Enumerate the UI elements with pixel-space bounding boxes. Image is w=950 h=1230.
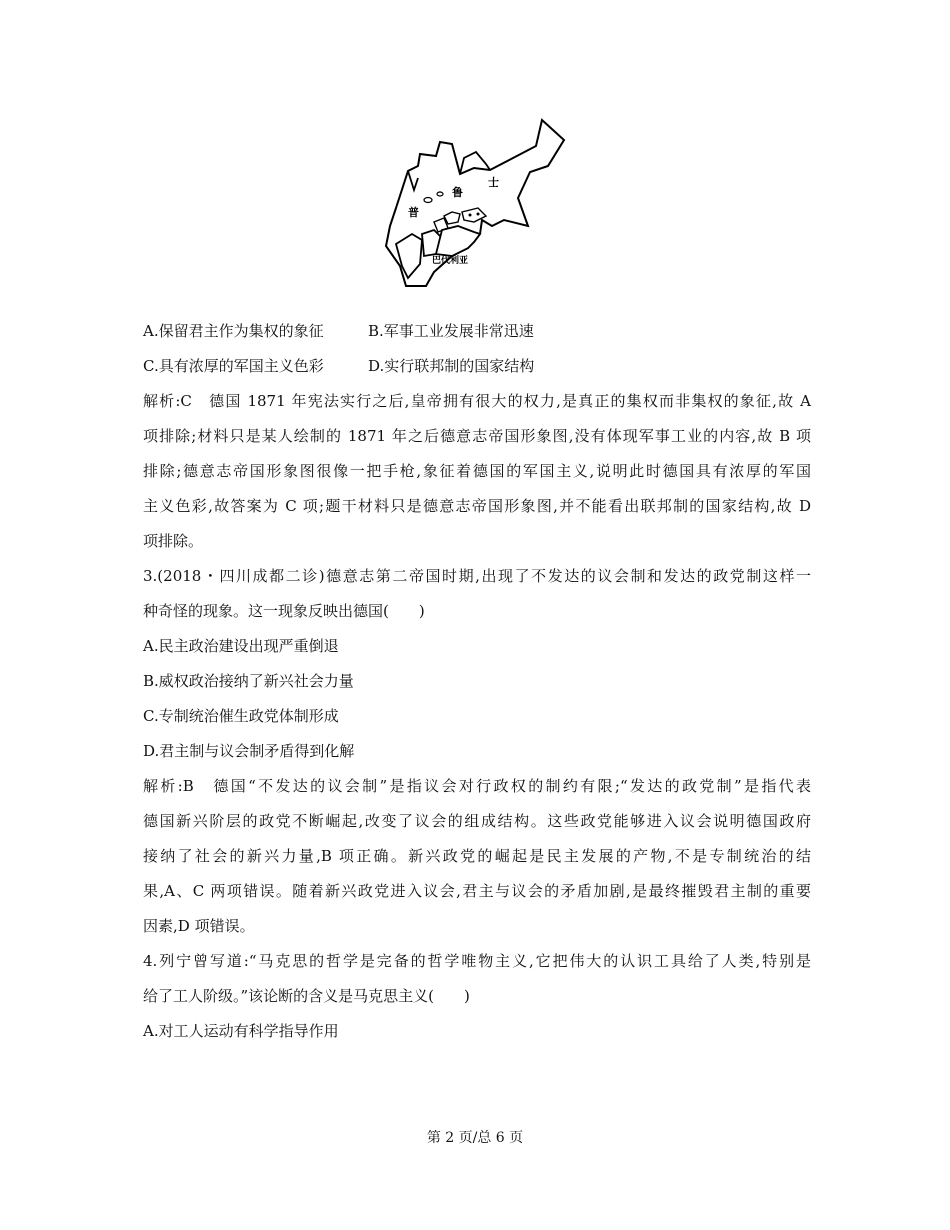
q3-option-c: C.专制统治催生政党体制形成 bbox=[143, 707, 339, 725]
q3-analysis-line: 接纳了社会的新兴力量,B 项正确。新兴政党的崛起是民主发展的产物,不是专制统治的结 bbox=[143, 847, 811, 865]
q2-option-a: A.保留君主作为集权的象征 bbox=[143, 322, 324, 340]
q3-option-b: B.威权政治接纳了新兴社会力量 bbox=[143, 672, 354, 690]
q3-analysis-line: 德国新兴阶层的政党不断崛起,改变了议会的组成结构。这些政党能够进入议会说明德国政府 bbox=[143, 812, 811, 830]
map-label-lu: 鲁 bbox=[452, 186, 463, 199]
q4-stem-line: 4.列宁曾写道:“马克思的哲学是完备的哲学唯物主义,它把伟大的认识工具给了人类,特别是 bbox=[143, 952, 811, 970]
q2-option-d: D.实行联邦制的国家结构 bbox=[368, 357, 535, 375]
q3-analysis-line: 因素,D 项错误。 bbox=[143, 917, 255, 935]
q2-option-b: B.军事工业发展非常迅速 bbox=[368, 322, 534, 340]
q2-options-row-2 bbox=[143, 349, 811, 384]
q2-analysis-line: 排除;德意志帝国形象图很像一把手枪,象征着德国的军国主义,说明此时德国具有浓厚的军国 bbox=[143, 462, 811, 480]
question-body bbox=[143, 314, 811, 1049]
page-footer: 第 2 页/总 6 页 bbox=[426, 1130, 524, 1146]
q3-option-d: D.君主制与议会制矛盾得到化解 bbox=[143, 742, 355, 760]
german-empire-map bbox=[378, 116, 568, 292]
q3-option-a: A.民主政治建设出现严重倒退 bbox=[143, 637, 339, 655]
q2-options-row-1 bbox=[143, 314, 811, 349]
q2-analysis-line: 项排除。 bbox=[143, 532, 204, 550]
q3-stem-line: 种奇怪的现象。这一现象反映出德国( ) bbox=[143, 602, 425, 620]
q4-option-a: A.对工人运动有科学指导作用 bbox=[143, 1022, 339, 1040]
q3-stem-line: 3.(2018・四川成都二诊)德意志第二帝国时期,出现了不发达的议会制和发达的政党制这样一 bbox=[143, 567, 811, 585]
q4-stem-line: 给了工人阶级。”该论断的含义是马克思主义( ) bbox=[143, 987, 470, 1005]
q2-analysis-line: 主义色彩,故答案为 C 项;题干材料只是德意志帝国形象图,并不能看出联邦制的国家结构,故 D bbox=[143, 497, 811, 515]
q2-analysis-line: 解析:C 德国 1871 年宪法实行之后,皇帝拥有很大的权力,是真正的集权而非集权的象征,故 A bbox=[143, 392, 811, 410]
q3-analysis-line: 解析:B 德国“不发达的议会制”是指议会对行政权的制约有限;“发达的政党制”是指代表 bbox=[143, 777, 811, 795]
q2-option-c: C.具有浓厚的军国主义色彩 bbox=[143, 357, 324, 375]
map-label-pu: 普 bbox=[408, 206, 419, 219]
map-label-bavaria: 巴伐利亚 bbox=[432, 256, 469, 266]
q2-analysis-line: 项排除;材料只是某人绘制的 1871 年之后德意志帝国形象图,没有体现军事工业的内容,故 B 项 bbox=[143, 427, 811, 445]
q3-analysis-line: 果,A、C 两项错误。随着新兴政党进入议会,君主与议会的矛盾加剧,是最终摧毁君主制的重要 bbox=[143, 882, 811, 900]
map-drawing bbox=[378, 116, 568, 292]
map-label-shi: 士 bbox=[488, 176, 499, 189]
